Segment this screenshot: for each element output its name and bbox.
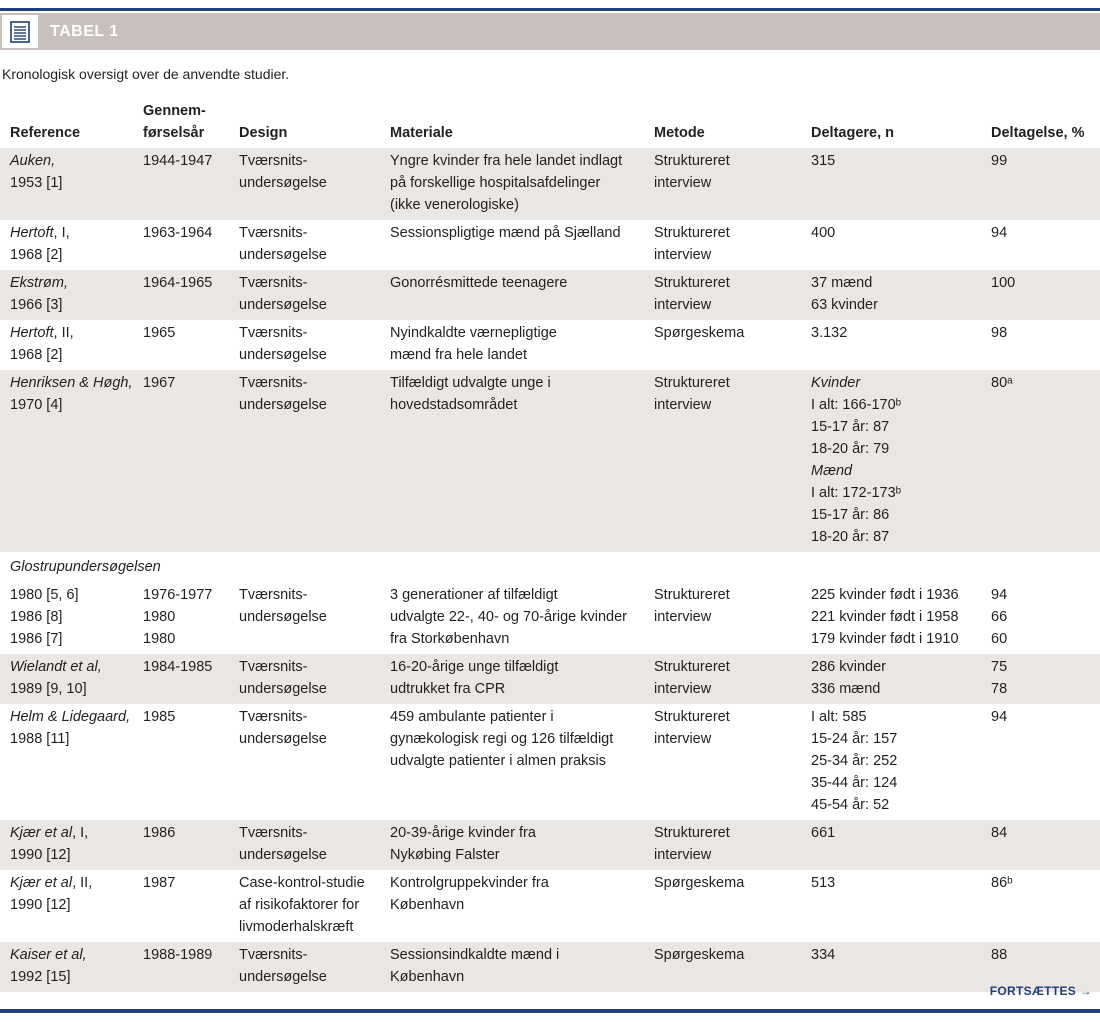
- material-cell: Sessionsindkaldte mænd i København: [390, 942, 654, 992]
- year-cell: 1987: [143, 875, 176, 891]
- material-cell: Gonorrésmittede teenagere: [390, 270, 654, 320]
- design-cell: Tværsnits- undersøgelse: [239, 709, 327, 747]
- reference-year: 1968 [2]: [10, 347, 63, 363]
- reference-suffix: 1980 [5, 6] 1986 [8] 1986 [7]: [10, 587, 79, 647]
- design-cell: Case-kontrol-studie af risikofaktorer for livmoderhalskræft: [239, 875, 365, 935]
- participation-cell: 94 66 60: [991, 587, 1008, 647]
- participation-cell: 94: [991, 225, 1008, 241]
- reference-cell: [0, 654, 143, 704]
- participation-cell: 86ᵇ: [991, 875, 1013, 891]
- table-row: [0, 654, 1100, 704]
- material-cell: Yngre kvinder fra hele landet indlagt på forskellige hospitalsafdelinger (ikke venerologiske): [390, 148, 654, 220]
- participants-cell: [811, 370, 991, 552]
- participants-cell: 225 kvinder født i 1936 221 kvinder født i 1958 179 kvinder født i 1910: [811, 587, 959, 647]
- participation-cell: 100: [991, 270, 1100, 320]
- col-year: [143, 100, 239, 148]
- participants-cell: 3.132: [811, 325, 848, 341]
- reference-cell: [0, 220, 143, 270]
- table-row: [0, 148, 1100, 220]
- participants-cell: 334: [811, 942, 991, 992]
- table-row: [0, 270, 1100, 320]
- design-cell: Tværsnits- undersøgelse: [239, 148, 390, 220]
- participation-cell: 99: [991, 148, 1100, 220]
- reference-author: Ekstrøm,: [10, 275, 68, 291]
- reference-cell: [0, 270, 143, 320]
- participants-cell: 661: [811, 820, 991, 870]
- participants-cell: 513: [811, 875, 836, 891]
- material-cell: 16-20-årige unge tilfældigt udtrukket fra CPR: [390, 654, 654, 704]
- reference-author: Hertoft: [10, 325, 54, 341]
- table-row: [0, 370, 1100, 552]
- year-cell: 1965: [143, 325, 176, 341]
- material-cell: Sessionspligtige mænd på Sjælland: [390, 225, 621, 241]
- col-participation: Deltagelse, %: [991, 125, 1085, 141]
- reference-suffix: , II,: [72, 875, 93, 891]
- reference-cell: [0, 148, 143, 220]
- method-cell: Struktureret interview: [654, 820, 811, 870]
- design-cell: Tværsnits- undersøgelse: [239, 654, 390, 704]
- year-cell: 1944-1947: [143, 148, 239, 220]
- participation-cell: 98: [991, 325, 1008, 341]
- material-cell: Kontrolgruppekvinder fra København: [390, 875, 549, 913]
- reference-cell: [0, 820, 143, 870]
- material-cell: 3 generationer af tilfældigt udvalgte 22-, 40- og 70-årige kvinder fra Storkøbenhavn: [390, 587, 627, 647]
- design-cell: Tværsnits- undersøgelse: [239, 942, 390, 992]
- method-cell: Struktureret interview: [654, 654, 811, 704]
- participants-group-label: Mænd: [811, 463, 853, 479]
- participants-cell: 400: [811, 225, 836, 241]
- reference-year: 1989 [9, 10]: [10, 681, 87, 697]
- method-cell: Spørgeskema: [654, 325, 745, 341]
- table-row: [0, 582, 1100, 654]
- year-cell: 1985: [143, 709, 176, 725]
- reference-year: 1953 [1]: [10, 175, 63, 191]
- continue-link[interactable]: FORTSÆTTES →: [989, 984, 1092, 998]
- col-design: Design: [239, 125, 288, 141]
- method-cell: Struktureret interview: [654, 370, 811, 552]
- col-method: Metode: [654, 125, 705, 141]
- table-caption: Kronologisk oversigt over de anvendte studier.: [2, 66, 290, 82]
- method-cell: Struktureret interview: [654, 225, 730, 263]
- reference-cell: [0, 320, 143, 370]
- table-row: [0, 820, 1100, 870]
- participation-cell: 88: [991, 942, 1100, 992]
- year-cell: 1988-1989: [143, 942, 239, 992]
- design-cell: Tværsnits- undersøgelse: [239, 370, 390, 552]
- reference-cell: [0, 582, 143, 654]
- participants-cell: I alt: 585 15-24 år: 157 25-34 år: 252 35-44 år: 124 45-54 år: 52: [811, 709, 898, 813]
- table-header-bar: [0, 13, 1100, 50]
- method-cell: Struktureret interview: [654, 587, 730, 625]
- participation-cell: 80ᵃ: [991, 370, 1100, 552]
- reference-year: 1990 [12]: [10, 897, 71, 913]
- reference-suffix: , I,: [72, 825, 89, 841]
- participants-group-values: I alt: 166-170ᵇ 15-17 år: 87 18-20 år: 79: [811, 397, 902, 457]
- material-cell: 20-39-årige kvinder fra Nykøbing Falster: [390, 820, 654, 870]
- reference-author: Kjær et al: [10, 875, 73, 891]
- table-row: [0, 704, 1100, 820]
- group-label: Glostrupundersøgelsen: [10, 559, 161, 575]
- design-cell: Tværsnits- undersøgelse: [239, 270, 390, 320]
- year-cell: 1986: [143, 820, 239, 870]
- reference-year: 1970 [4]: [10, 397, 63, 413]
- reference-year: 1968 [2]: [10, 247, 63, 263]
- reference-author: Hertoft: [10, 225, 54, 241]
- header-row: [0, 100, 1100, 148]
- reference-author: Auken,: [10, 153, 56, 169]
- material-cell: 459 ambulante patienter i gynækologisk regi og 126 tilfældigt udvalgte patienter i almen praksis: [390, 709, 614, 769]
- studies-table: [0, 100, 1100, 992]
- col-reference: Reference: [10, 125, 81, 141]
- year-cell: 1984-1985: [143, 654, 239, 704]
- material-cell: Tilfældigt udvalgte unge i hovedstadsområdet: [390, 370, 654, 552]
- reference-author: Helm & Lidegaard,: [10, 709, 131, 725]
- table-row: [0, 320, 1100, 370]
- reference-cell: [0, 870, 143, 942]
- reference-suffix: , I,: [53, 225, 70, 241]
- method-cell: Struktureret interview: [654, 270, 811, 320]
- participation-cell: 84: [991, 820, 1100, 870]
- participants-cell: 286 kvinder 336 mænd: [811, 654, 991, 704]
- method-cell: Struktureret interview: [654, 709, 730, 747]
- material-cell: Nyindkaldte værnepligtige mænd fra hele landet: [390, 325, 557, 363]
- year-cell: 1976-1977 1980 1980: [143, 587, 213, 647]
- col-participants: Deltagere, n: [811, 125, 894, 141]
- participation-cell: 75 78: [991, 654, 1100, 704]
- table-row: [0, 870, 1100, 942]
- year-cell: 1964-1965: [143, 270, 239, 320]
- reference-cell: [0, 370, 143, 552]
- reference-cell: [0, 704, 143, 820]
- col-year-label: Gennem- førselsår: [143, 103, 206, 141]
- reference-author: Wielandt et al,: [10, 659, 102, 675]
- participation-cell: 94: [991, 709, 1008, 725]
- design-cell: Tværsnits- undersøgelse: [239, 225, 327, 263]
- reference-year: 1988 [11]: [10, 731, 70, 747]
- reference-author: Kaiser et al,: [10, 947, 87, 963]
- reference-author: Henriksen & Høgh,: [10, 375, 133, 391]
- design-cell: Tværsnits- undersøgelse: [239, 820, 390, 870]
- year-cell: 1967: [143, 370, 239, 552]
- table-row: [0, 942, 1100, 992]
- col-material: Materiale: [390, 125, 453, 141]
- design-cell: Tværsnits- undersøgelse: [239, 587, 327, 625]
- bottom-rule: [0, 1009, 1100, 1013]
- table-row: [0, 552, 1100, 582]
- participants-group-label: Kvinder: [811, 375, 861, 391]
- participants-group-values: I alt: 172-173ᵇ 15-17 år: 86 18-20 år: 87: [811, 485, 902, 545]
- method-cell: Spørgeskema: [654, 942, 811, 992]
- method-cell: Spørgeskema: [654, 875, 745, 891]
- table-title: TABEL 1: [50, 22, 119, 40]
- design-cell: Tværsnits- undersøgelse: [239, 325, 327, 363]
- top-rule: [0, 8, 1100, 11]
- reference-year: 1992 [15]: [10, 969, 71, 985]
- reference-year: 1990 [12]: [10, 847, 71, 863]
- reference-cell: [0, 942, 143, 992]
- method-cell: Struktureret interview: [654, 148, 811, 220]
- table-document-icon: [0, 13, 40, 50]
- participants-cell: 315: [811, 148, 991, 220]
- table-row: [0, 220, 1100, 270]
- reference-suffix: , II,: [53, 325, 74, 341]
- participants-cell: 37 mænd 63 kvinder: [811, 270, 991, 320]
- year-cell: 1963-1964: [143, 225, 213, 241]
- reference-author: Kjær et al: [10, 825, 73, 841]
- reference-year: 1966 [3]: [10, 297, 63, 313]
